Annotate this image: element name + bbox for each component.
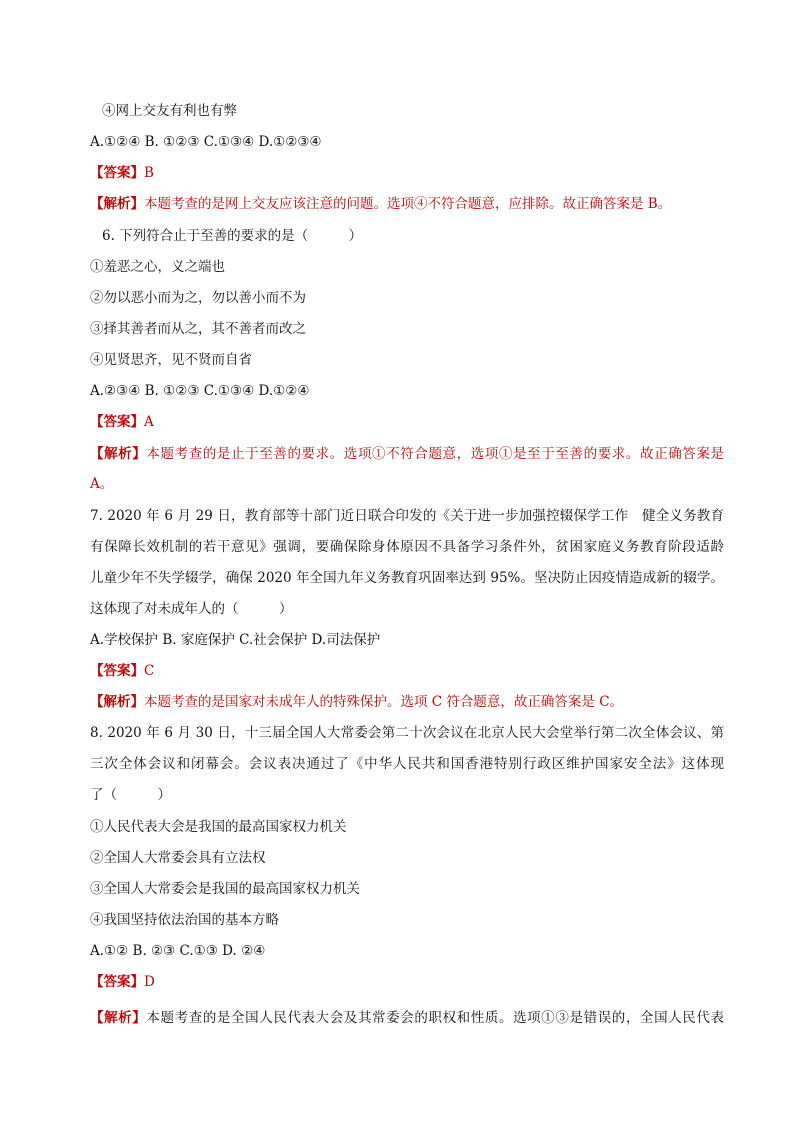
- explain-text: 本题考查的是网上交友应该注意的问题。选项④不符合题意，应排除。故正确答案是 B。: [144, 196, 672, 212]
- answer-value: C: [144, 663, 155, 679]
- q7-stem-line-4: 这体现了对未成年人的（ ）: [90, 601, 293, 617]
- explain-text: 本题考查的是止于至善的要求。选项①不符合题意，选项①是至于至善的要求。故正确答案是 A。: [90, 446, 725, 492]
- q7-answer: [90, 661, 154, 681]
- answer-tag: 【答案】: [90, 663, 144, 679]
- explain-text: 本题考查的是全国人民代表大会及其常委会的职权和性质。选项①③是错误的，全国人民代表: [146, 1010, 725, 1026]
- q8-option-3: ③全国人大常委会是我国的最高国家权力机关: [90, 881, 360, 897]
- q7-choices: A.学校保护 B. 家庭保护 C.社会保护 D.司法保护: [90, 632, 381, 648]
- answer-tag: 【答案】: [90, 165, 144, 181]
- answer-tag: 【答案】: [90, 974, 144, 990]
- q8-choices: A.①② B. ②③ C.①③ D. ②④: [90, 943, 266, 959]
- q6-option-3: ③择其善者而从之，其不善者而改之: [90, 321, 306, 337]
- q8-stem-line-2: 三次全体会议和闭幕会。会议表决通过了《中华人民共和国香港特别行政区维护国家安全法》这体现: [90, 756, 724, 772]
- q6-answer: [90, 412, 154, 432]
- q6-explanation: [90, 439, 724, 499]
- q6-choices: A.②③④ B. ①②③ C.①③④ D.①②④: [90, 383, 310, 399]
- q8-stem-line-3: 了（ ）: [90, 787, 171, 803]
- q5-explanation: [90, 194, 671, 214]
- q8-option-2: ②全国人大常委会具有立法权: [90, 850, 266, 866]
- q8-answer: [90, 972, 155, 992]
- explain-tag: 【解析】: [90, 1010, 147, 1026]
- explain-tag: 【解析】: [90, 196, 144, 212]
- q5-choices: A.①②④ B. ①②③ C.①③④ D.①②③④: [90, 134, 322, 150]
- answer-value: A: [144, 414, 154, 430]
- q8-option-1: ①人民代表大会是我国的最高国家权力机关: [90, 819, 347, 835]
- q6-option-4: ④见贤思齐，见不贤而自省: [90, 352, 252, 368]
- q8-explanation: [90, 1008, 724, 1028]
- q7-stem-line-3: 儿童少年不失学辍学，确保 2020 年全国九年义务教育巩固率达到 95%。坚决防止因疫情造成新的辍学。: [90, 570, 724, 586]
- q7-stem-line-1: 7. 2020 年 6 月 29 日，教育部等十部门近日联合印发的《关于进一步加强控辍保学工作 健全义务教育: [90, 508, 724, 524]
- q5-answer: [90, 163, 154, 183]
- q8-option-4: ④我国坚持依法治国的基本方略: [90, 912, 279, 928]
- q6-option-1: ①羞恶之心，义之端也: [90, 259, 225, 275]
- answer-value: B: [144, 165, 154, 181]
- q5-option-4: ④网上交友有利也有弊: [102, 103, 237, 119]
- explain-text: 本题考查的是国家对未成年人的特殊保护。选项 C 符合题意，故正确答案是 C。: [144, 694, 624, 710]
- q6-option-2: ②勿以恶小而为之，勿以善小而不为: [90, 290, 306, 306]
- answer-tag: 【答案】: [90, 414, 144, 430]
- q8-stem-line-1: 8. 2020 年 6 月 30 日，十三届全国人大常委会第二十次会议在北京人民大会堂举行第二次全体会议、第: [90, 725, 724, 741]
- explain-tag: 【解析】: [90, 446, 147, 462]
- answer-value: D: [144, 974, 155, 990]
- q6-stem: 6. 下列符合止于至善的要求的是（ ）: [102, 228, 363, 244]
- explain-tag: 【解析】: [90, 694, 144, 710]
- q7-explanation: [90, 692, 623, 712]
- q7-stem-line-2: 有保障长效机制的若干意见》强调，要确保除身体原因不具备学习条件外，贫困家庭义务教育阶段适龄: [90, 539, 724, 555]
